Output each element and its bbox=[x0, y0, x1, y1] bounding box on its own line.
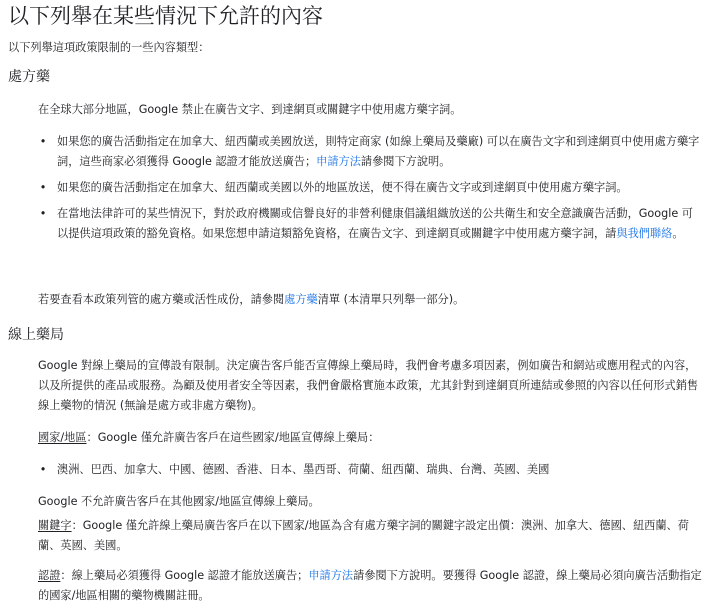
footer-text-tail: 清單 (本清單只列舉一部分)。 bbox=[317, 293, 465, 306]
keywords-label: 關鍵字 bbox=[38, 519, 72, 532]
footer-text: 若要查看本政策列管的處方藥或活性成份，請參閱 bbox=[38, 293, 285, 306]
bullet-text: 如果您的廣告活動指定在加拿大、紐西蘭或美國放送，則特定商家 (如線上藥局及藥廠) 可以在廣告文字和到達網頁中使用處方藥字詞，這些商家必須獲得 Google 認證才能放送廣告； bbox=[57, 135, 700, 168]
bullet-icon: • bbox=[39, 181, 47, 194]
prescription-drugs-link[interactable]: 處方藥 bbox=[284, 293, 318, 306]
bullet-text-tail: 請參閱下方說明。 bbox=[360, 155, 451, 168]
pharmacy-lead: Google 對線上藥局的宣傳設有限制。決定廣告客戶能否宣傳線上藥局時，我們會考慮多項因素，例如廣告和網站或應用程式的內容，以及所提供的產品或服務。為顧及使用者安全等因素，我們會嚴格實施本政策，尤其針對到達網頁所連結或參照的內容以任何形式銷售線上藥物的情況 (無論是處方或非處方藥物)。 bbox=[38, 359, 699, 412]
prescription-lead: 在全球大部分地區，Google 禁止在廣告文字、到達網頁或關鍵字中使用處方藥字詞。 bbox=[38, 103, 462, 116]
not-allowed-text: Google 不允許廣告客戶在其他國家/地區宣傳線上藥局。 bbox=[38, 495, 320, 508]
bullet-text: 在當地法律許可的某些情況下，對於政府機關或信譽良好的非營利健康倡議組織放送的公共衛生和安全意識廣告活動，Google 可以提供這項政策的豁免資格。如果您想申請這類豁免資格，在廣告文字、到達網頁或關鍵字中使用處方藥字詞，請 bbox=[57, 207, 693, 240]
countries-list bbox=[38, 460, 704, 480]
bullet-icon: • bbox=[39, 207, 47, 220]
certification-text-tail: 請參閱下方說明。要獲得 Google 認證，線上藥局必須向廣告活動指定的國家/地區相關的藥物機關註冊。 bbox=[38, 569, 702, 602]
countries-values: 澳洲、巴西、加拿大、中國、德國、香港、日本、墨西哥、荷蘭、紐西蘭、瑞典、台灣、英國、美國 bbox=[57, 463, 550, 476]
certification-paragraph bbox=[38, 566, 702, 606]
bullet-text: 如果您的廣告活動指定在加拿大、紐西蘭或美國以外的地區放送，便不得在廣告文字或到達網頁中使用處方藥字詞。 bbox=[57, 181, 628, 194]
bullet-icon: • bbox=[39, 463, 47, 476]
section-heading-pharmacy: 線上藥局 bbox=[8, 327, 64, 343]
certification-text: ：線上藥局必須獲得 Google 認證才能放送廣告； bbox=[60, 569, 309, 582]
page-title: 以下列舉在某些情況下允許的內容 bbox=[8, 4, 323, 28]
bullet-text-tail: 。 bbox=[672, 227, 684, 240]
bullet-icon: • bbox=[39, 135, 47, 148]
certification-apply-link[interactable]: 申請方法 bbox=[308, 569, 354, 582]
how-to-apply-link[interactable]: 申請方法 bbox=[316, 155, 361, 168]
contact-us-link[interactable]: 與我們聯絡 bbox=[616, 227, 673, 240]
list-item bbox=[38, 132, 704, 172]
countries-label: 國家/地區 bbox=[38, 431, 87, 444]
keywords-paragraph bbox=[38, 516, 702, 556]
countries-text: ：Google 僅允許廣告客戶在這些國家/地區宣傳線上藥局： bbox=[86, 431, 380, 444]
keywords-text: ：Google 僅允許線上藥局廣告客戶在以下國家/地區為含有處方藥字詞的關鍵字設定出價：澳洲、加拿大、德國、紐西蘭、荷蘭、英國、美國。 bbox=[38, 519, 689, 552]
certification-label: 認證 bbox=[38, 569, 61, 582]
intro-text: 以下列舉這項政策限制的一些內容類型： bbox=[8, 41, 210, 54]
list-item bbox=[38, 204, 704, 244]
prescription-footer bbox=[38, 290, 702, 310]
list-item bbox=[38, 178, 704, 198]
prescription-bullets bbox=[38, 132, 704, 250]
list-item bbox=[38, 460, 704, 480]
section-heading-prescription: 處方藥 bbox=[8, 69, 50, 85]
countries-paragraph bbox=[38, 428, 702, 448]
